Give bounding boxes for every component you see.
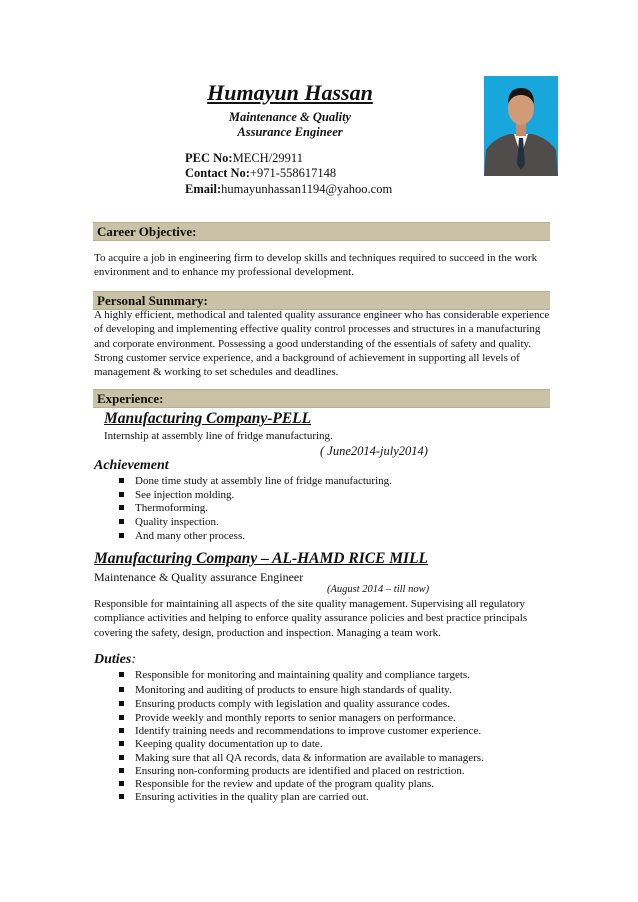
list-item: Thermoforming. [115, 502, 545, 515]
list-item: Responsible for monitoring and maintaining quality and compliance targets. [115, 669, 545, 682]
achievement-list [115, 475, 545, 543]
list-item: See injection molding. [115, 489, 545, 502]
list-item: Making sure that all QA records, data & information are available to managers. [115, 752, 545, 765]
email-label: Email: [185, 182, 222, 196]
list-item: Ensuring non-conforming products are identified and placed on restriction. [115, 765, 545, 778]
personal-summary-text: A highly efficient, methodical and talented quality assurance engineer who has considerable experience of developing and implementing effective quality control processes and structures in a manufacturing and corporate environment. Possessing a good understanding of the essentials of safety and quality. Strong customer service experience, and a background of achievement in supporting all levels of management & working to set schedules and deadlines. [94, 309, 550, 379]
list-item: Monitoring and auditing of products to ensure high standards of quality. [115, 684, 545, 697]
duties-list-b [115, 712, 545, 804]
candidate-name: Humayun Hassan [207, 80, 373, 105]
personal-summary-heading: Personal Summary: [97, 293, 208, 308]
experience-heading: Experience: [97, 391, 164, 406]
experience-header [93, 389, 550, 408]
job1-dates: ( June2014-july2014) [320, 444, 428, 458]
job2-dates: (August 2014 – till now) [327, 584, 430, 595]
job1-description: Internship at assembly line of fridge manufacturing. [104, 430, 333, 442]
list-item: Quality inspection. [115, 516, 545, 529]
duties-label: Duties [94, 652, 132, 667]
job2-company: Manufacturing Company – AL-HAMD RICE MILL [94, 550, 429, 567]
duties-list-a [115, 669, 545, 711]
contact-value: +971-558617148 [249, 166, 337, 180]
list-item: Ensuring products comply with legislation and quality assurance codes. [115, 698, 545, 711]
achievement-heading: Achievement [94, 458, 169, 473]
list-item: Responsible for the review and update of the program quality plans. [115, 778, 545, 791]
list-item: Ensuring activities in the quality plan are carried out. [115, 791, 545, 804]
career-objective-heading: Career Objective: [97, 224, 197, 239]
job1-company: Manufacturing Company-PELL [104, 410, 312, 427]
email [185, 182, 392, 197]
job-title-line-1: Maintenance & Quality [228, 110, 352, 124]
contact-number [185, 166, 336, 181]
list-item: Provide weekly and monthly reports to senior managers on performance. [115, 712, 545, 725]
duties-colon: : [131, 652, 137, 667]
list-item: Identify training needs and recommendations to improve customer experience. [115, 725, 545, 738]
pec-number [185, 151, 303, 166]
list-item: Done time study at assembly line of fridge manufacturing. [115, 475, 545, 488]
contact-label: Contact No: [185, 166, 250, 180]
list-item: Keeping quality documentation up to date. [115, 738, 545, 751]
email-value: humayunhassan1194@yahoo.com [221, 182, 393, 196]
duties-heading [94, 652, 136, 668]
job-title-line-2: Assurance Engineer [237, 125, 343, 139]
job2-role: Maintenance & Quality assurance Engineer [94, 570, 304, 584]
pec-label: PEC No: [185, 151, 233, 165]
career-objective-header [93, 222, 550, 241]
list-item: And many other process. [115, 530, 545, 543]
job2-description: Responsible for maintaining all aspects of the site quality management. Supervising all regulatory compliance activities and helping to enforce quality assurance policies and best practice principals covering the safety, design, production and inspection. Managing a team work. [94, 598, 528, 639]
pec-value: MECH/29911 [232, 151, 303, 165]
profile-photo [484, 76, 558, 176]
career-objective-text: To acquire a job in engineering firm to develop skills and techniques required to succeed in the work environment and to enhance my professional development. [94, 252, 538, 279]
